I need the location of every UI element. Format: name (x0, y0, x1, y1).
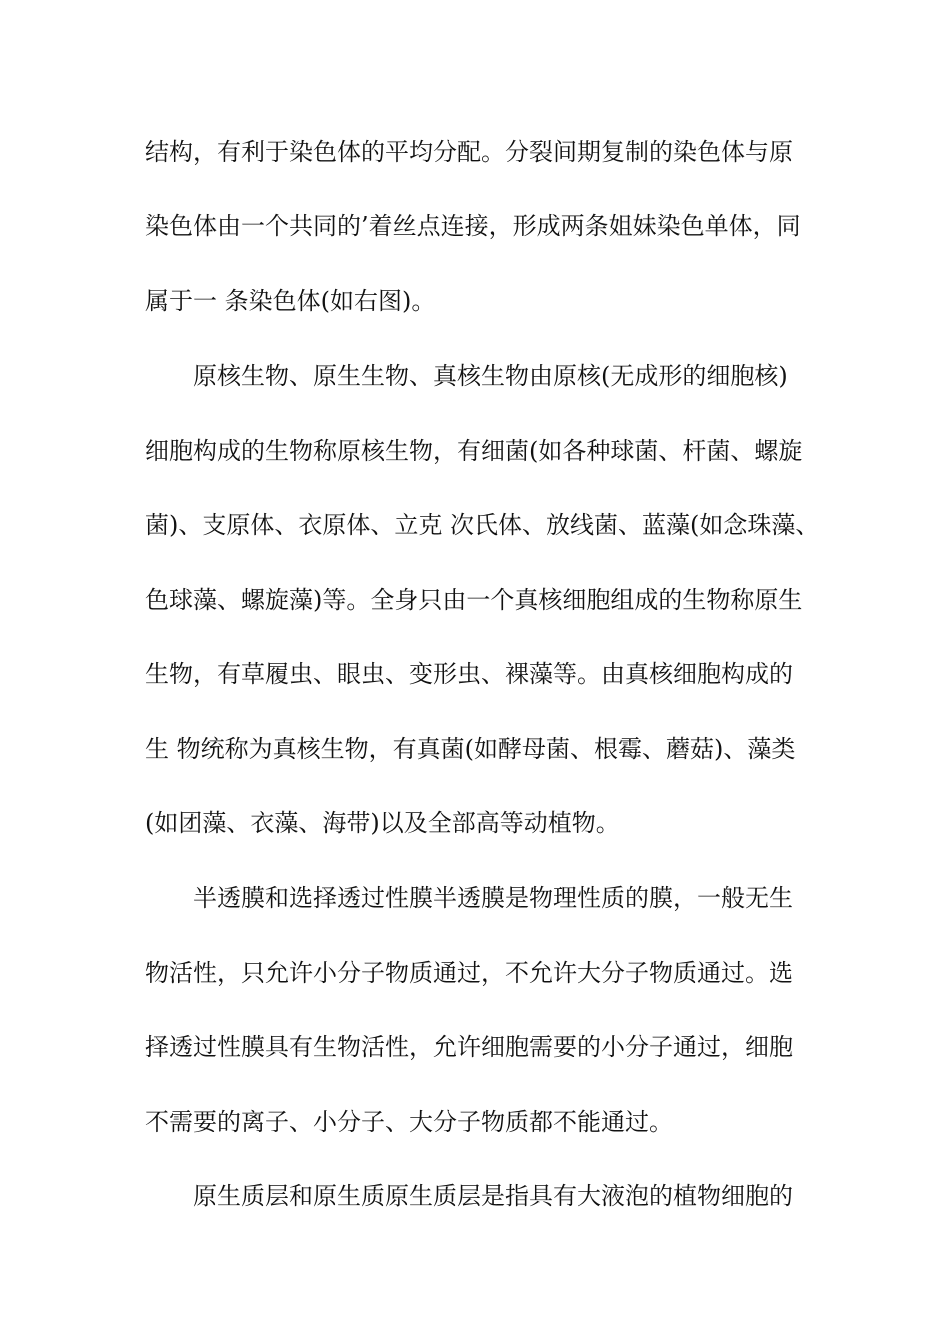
text-line: 不需要的离子、小分子、大分子物质都不能通过。 (145, 1108, 673, 1136)
text-line: 择透过性膜具有生物活性，允许细胞需要的小分子通过，细胞 (145, 1033, 793, 1061)
text-line: 色球藻、螺旋藻)等。全身只由一个真核细胞组成的生物称原生 (145, 586, 803, 614)
text-line: (如团藻、衣藻、海带)以及全部高等动植物。 (145, 809, 620, 837)
text-line: 细胞构成的生物称原核生物，有细菌(如各种球菌、杆菌、螺旋 (145, 437, 803, 465)
text-line: 结构，有利于染色体的平均分配。分裂间期复制的染色体与原 (145, 138, 793, 166)
paragraph-first-line: 原生质层和原生质原生质层是指具有大液泡的植物细胞的 (193, 1182, 793, 1210)
paragraph-first-line: 半透膜和选择透过性膜半透膜是物理性质的膜，一般无生 (193, 884, 793, 912)
paragraph-first-line: 原核生物、原生生物、真核生物由原核(无成形的细胞核) (193, 362, 788, 390)
text-line: 属于一 条染色体(如右图)。 (145, 287, 436, 315)
text-line: 生物，有草履虫、眼虫、变形虫、裸藻等。由真核细胞构成的 (145, 660, 793, 688)
text-line: 物活性，只允许小分子物质通过，不允许大分子物质通过。选 (145, 959, 793, 987)
text-line: 染色体由一个共同的’着丝点连接，形成两条姐妹染色单体，同 (145, 212, 801, 240)
text-line: 菌)、支原体、衣原体、立克 次氏体、放线菌、蓝藻(如念珠藻、 (145, 511, 820, 539)
text-line: 生 物统称为真核生物，有真菌(如酵母菌、根霉、蘑菇)、藻类 (145, 735, 796, 763)
